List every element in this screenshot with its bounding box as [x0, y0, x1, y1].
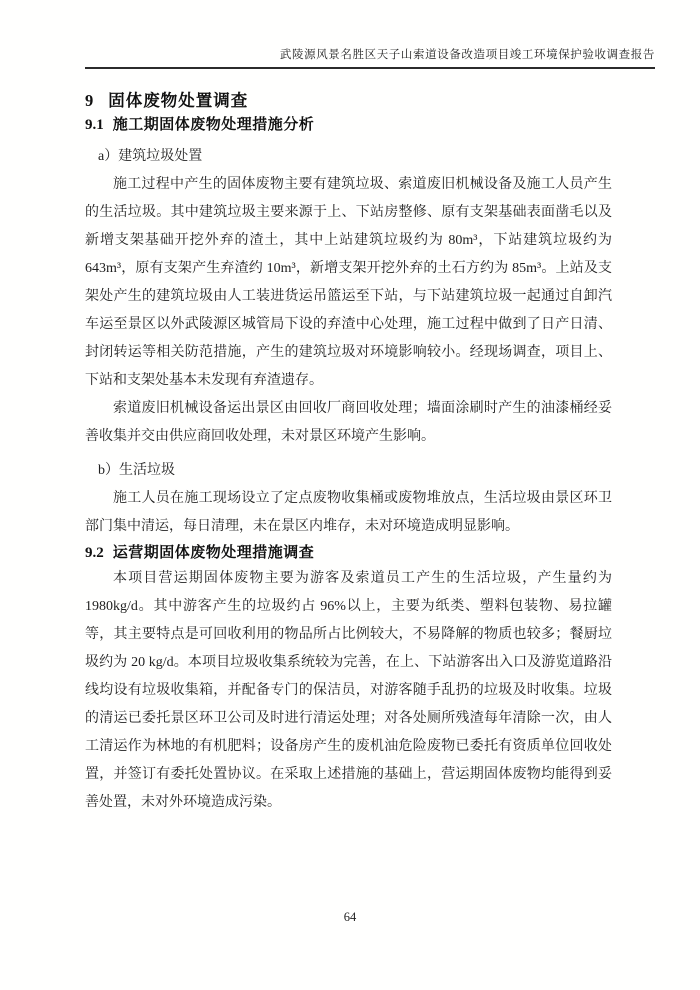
section-heading-9-2 — [85, 541, 612, 565]
document-body — [85, 68, 612, 817]
page-footer — [0, 910, 700, 925]
section-title: 施工期固体废物处理措施分析 — [112, 117, 315, 133]
list-item-b-domestic-waste: b）生活垃圾 — [98, 463, 175, 478]
section-number: 9.1 — [85, 117, 104, 133]
section-title: 固体废物处置调查 — [108, 91, 249, 110]
section-heading-9-1 — [85, 113, 612, 137]
header-title: 武陵源风景名胜区天子山索道设备改造项目竣工环境保护验收调查报告 — [279, 49, 655, 61]
paragraph-operation-waste: 本项目营运期固体废物主要为游客及索道员工产生的生活垃圾，产生量约为1980kg/d。其中游客产生的垃圾约占 96%以上，主要为纸类、塑料包装物、易拉罐等，其主要特点是可回收利用的物品所占比例较大，不易降解的物质也较多；餐厨垃圾约为 20 kg/d。本项目垃圾收集系统较为完善，在上、下站游客出入口及游览道路沿线均设有垃圾收集箱，并配备专门的保洁员，对游客随手乱扔的垃圾及时收集。垃圾的清运已委托景区环卫公司及时进行清运处理；对各处厕所残渣每年清除一次，由人工清运作为林地的有机肥料；设备房产生的废机油危险废物已委托有资质单位回收处置，并签订有委托处置协议。在采取上述措施的基础上，营运期固体废物均能得到妥善处置，未对外环境造成污染。 — [85, 571, 612, 810]
paragraph-domestic-waste: 施工人员在施工现场设立了定点废物收集桶或废物堆放点，生活垃圾由景区环卫部门集中清运，每日清理，未在景区内堆存，未对环境造成明显影响。 — [85, 491, 612, 534]
list-item-a-construction-waste: a）建筑垃圾处置 — [98, 149, 203, 164]
paragraph-construction-waste: 施工过程中产生的固体废物主要有建筑垃圾、索道废旧机械设备及施工人员产生的生活垃圾。其中建筑垃圾主要来源于上、下站房整修、原有支架基础表面凿毛以及新增支架基础开挖外弃的渣土，其中上站建筑垃圾约为 80m³，下站建筑垃圾约为643m³，原有支架产生弃渣约 10m³，新增支架开挖外弃的土石方约为 85m³。上站及支架处产生的建筑垃圾由人工装进货运吊篮运至下站，与下站建筑垃圾一起通过自卸汽车运至景区以外武陵源区城管局下设的弃渣中心处理，施工过程中做到了日产日清、封闭转运等相关防范措施，产生的建筑垃圾对环境影响较小。经现场调查，项目上、下站和支架处基本未发现有弃渣遗存。 — [85, 177, 612, 388]
section-title: 运营期固体废物处理措施调查 — [112, 545, 315, 561]
paragraph-equipment-recycling: 索道废旧机械设备运出景区由回收厂商回收处理；墙面涂刷时产生的油漆桶经妥善收集并交由供应商回收处理，未对景区环境产生影响。 — [85, 401, 612, 444]
section-number: 9 — [85, 91, 94, 110]
page-number: 64 — [343, 910, 357, 924]
section-heading-9 — [85, 89, 612, 113]
page-header — [85, 0, 655, 69]
section-number: 9.2 — [85, 545, 104, 561]
